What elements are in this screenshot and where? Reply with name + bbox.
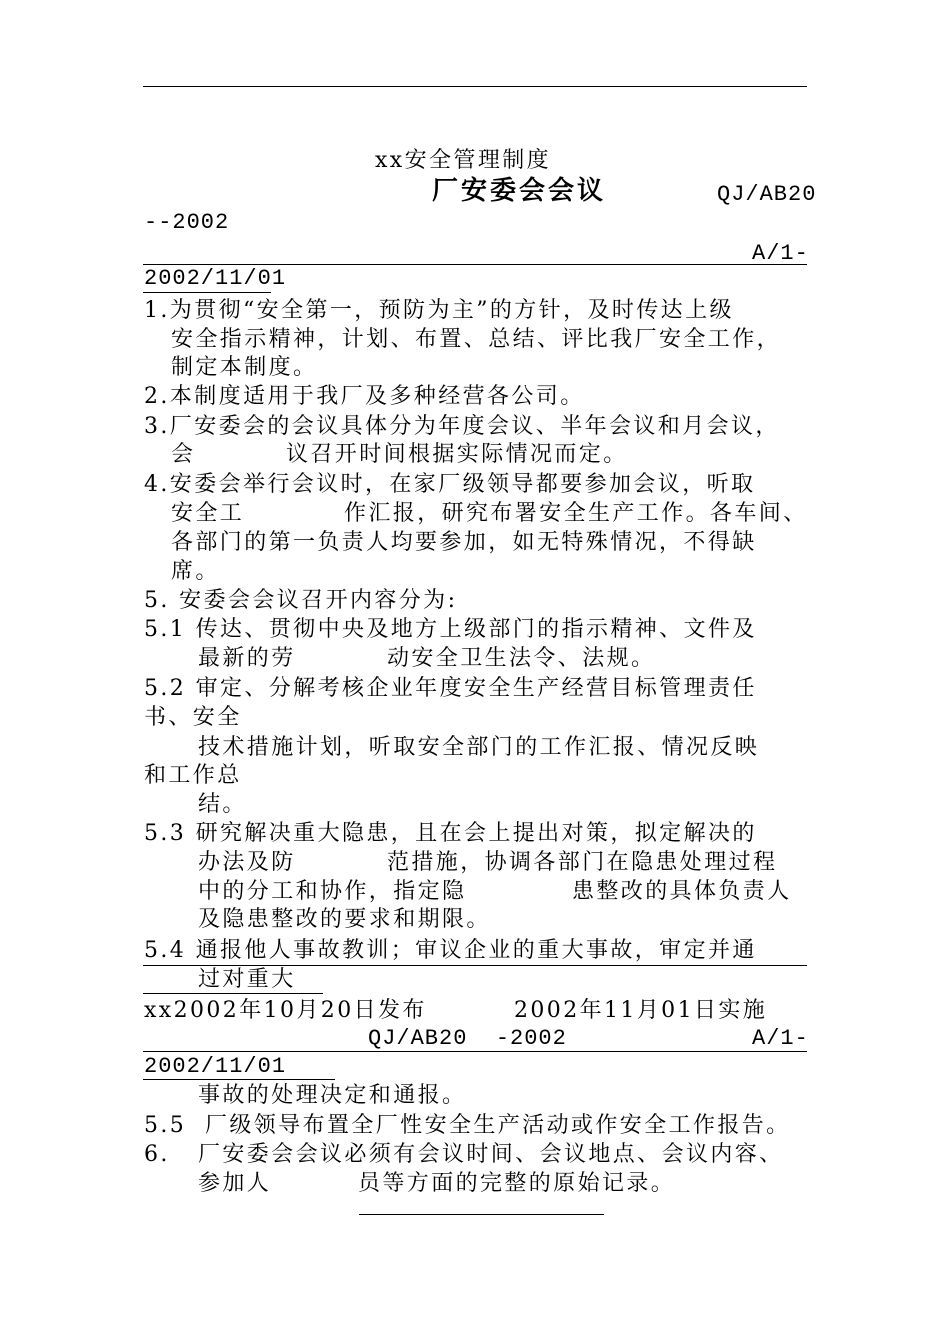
page2-doc-date: 2002/11/01 <box>144 1054 287 1079</box>
clause-3-line-2a: 会 <box>171 442 196 467</box>
bottom-rule <box>359 1214 604 1215</box>
clause-5-3-line-4: 及隐患整改的要求和期限。 <box>198 907 491 932</box>
clause-5-4-line-1: 5.4 通报他人事故教训；审议企业的重大事故，审定并通 <box>144 938 757 963</box>
clause-5-1-line-2a: 最新的劳 <box>198 646 296 671</box>
clause-4-line-3: 各部门的第一负责人均要参加，如无特殊情况，不得缺 <box>171 530 757 555</box>
clause-5-3-line-2a: 办法及防 <box>198 850 296 875</box>
page2-date-underline <box>143 1079 335 1080</box>
page2-doc-version: A/1- <box>752 1026 809 1051</box>
clause-5-3-line-1: 5.3 研究解决重大隐患，且在会上提出对策，拟定解决的 <box>144 821 757 846</box>
clause-5-2-line-1: 5.2 审定、分解考核企业年度安全生产经营目标管理责任 <box>144 676 757 701</box>
page2-doc-code: QJ/AB20 -2002 <box>368 1026 567 1051</box>
clause-3-line-1: 3.厂安委会的会议具体分为年度会议、半年会议和月会议， <box>144 414 780 439</box>
clause-4-line-2a: 安全工 <box>171 501 245 526</box>
page2-line-1: 事故的处理决定和通报。 <box>198 1083 467 1108</box>
clause-4-line-4: 席。 <box>171 559 220 584</box>
clause-5-2-line-4: 和工作总 <box>144 763 242 788</box>
top-rule <box>143 86 807 87</box>
doc-version: A/1- <box>752 241 809 266</box>
clause-5-3-line-2b: 范措施，协调各部门在隐患处理过程 <box>387 850 778 875</box>
clause-3-line-2b: 议召开时间根据实际情况而定。 <box>286 442 628 467</box>
clause-5-3-line-3a: 中的分工和协作，指定隐 <box>198 879 467 904</box>
clause-6-line-2a: 参加人 <box>198 1171 272 1196</box>
clause-5: 5. 安委会会议召开内容分为: <box>144 588 458 613</box>
clause-1-line-3: 制定本制度。 <box>171 355 318 380</box>
clause-5-5: 5.5 厂级领导布置全厂性安全生产活动或作安全工作报告。 <box>144 1113 791 1138</box>
clause-2: 2.本制度适用于我厂及多种经营各公司。 <box>144 384 585 409</box>
clause-5-2-line-2: 书、安全 <box>144 705 242 730</box>
clause-1-line-1: 1.为贯彻“安全第一，预防为主”的方针，及时传达上级 <box>144 298 734 323</box>
clause-5-2-line-5: 结。 <box>198 792 247 817</box>
clause-5-2-line-3: 技术措施计划，听取安全部门的工作汇报、情况反映 <box>198 735 760 760</box>
doc-code: QJ/AB20 <box>717 182 817 207</box>
clause-6-line-1: 6. 厂安委会会议必须有会议时间、会议地点、会议内容、 <box>144 1142 784 1167</box>
clause-4-line-2b: 作汇报，研究布署安全生产工作。各车间、 <box>344 501 808 526</box>
clause-5-4-line-2: 过对重大 <box>198 967 296 992</box>
clause-5-1-line-1: 5.1 传达、贯彻中央及地方上级部门的指示精神、文件及 <box>144 617 757 642</box>
doc-date: 2002/11/01 <box>144 266 287 291</box>
clause-1-line-2: 安全指示精神，计划、布置、总结、评比我厂安全工作， <box>171 327 782 352</box>
doc-title: 厂安委会会议 <box>432 176 607 206</box>
clause-6-line-2b: 员等方面的完整的原始记录。 <box>358 1171 676 1196</box>
company-title: xx安全管理制度 <box>375 148 552 173</box>
publish-date: xx2002年10月20日发布 <box>144 998 427 1023</box>
date-underline <box>143 292 271 293</box>
clause-4-line-1: 4.安委会举行会议时，在家厂级领导都要参加会议，听取 <box>144 472 756 497</box>
clause-5-4-underline-2 <box>143 993 323 994</box>
clause-5-3-line-3b: 患整改的具体负责人 <box>572 879 792 904</box>
clause-5-1-line-2b: 动安全卫生法令、法规。 <box>387 646 656 671</box>
implement-date: 2002年11月01日实施 <box>514 998 768 1023</box>
doc-code-year: --2002 <box>144 210 230 235</box>
